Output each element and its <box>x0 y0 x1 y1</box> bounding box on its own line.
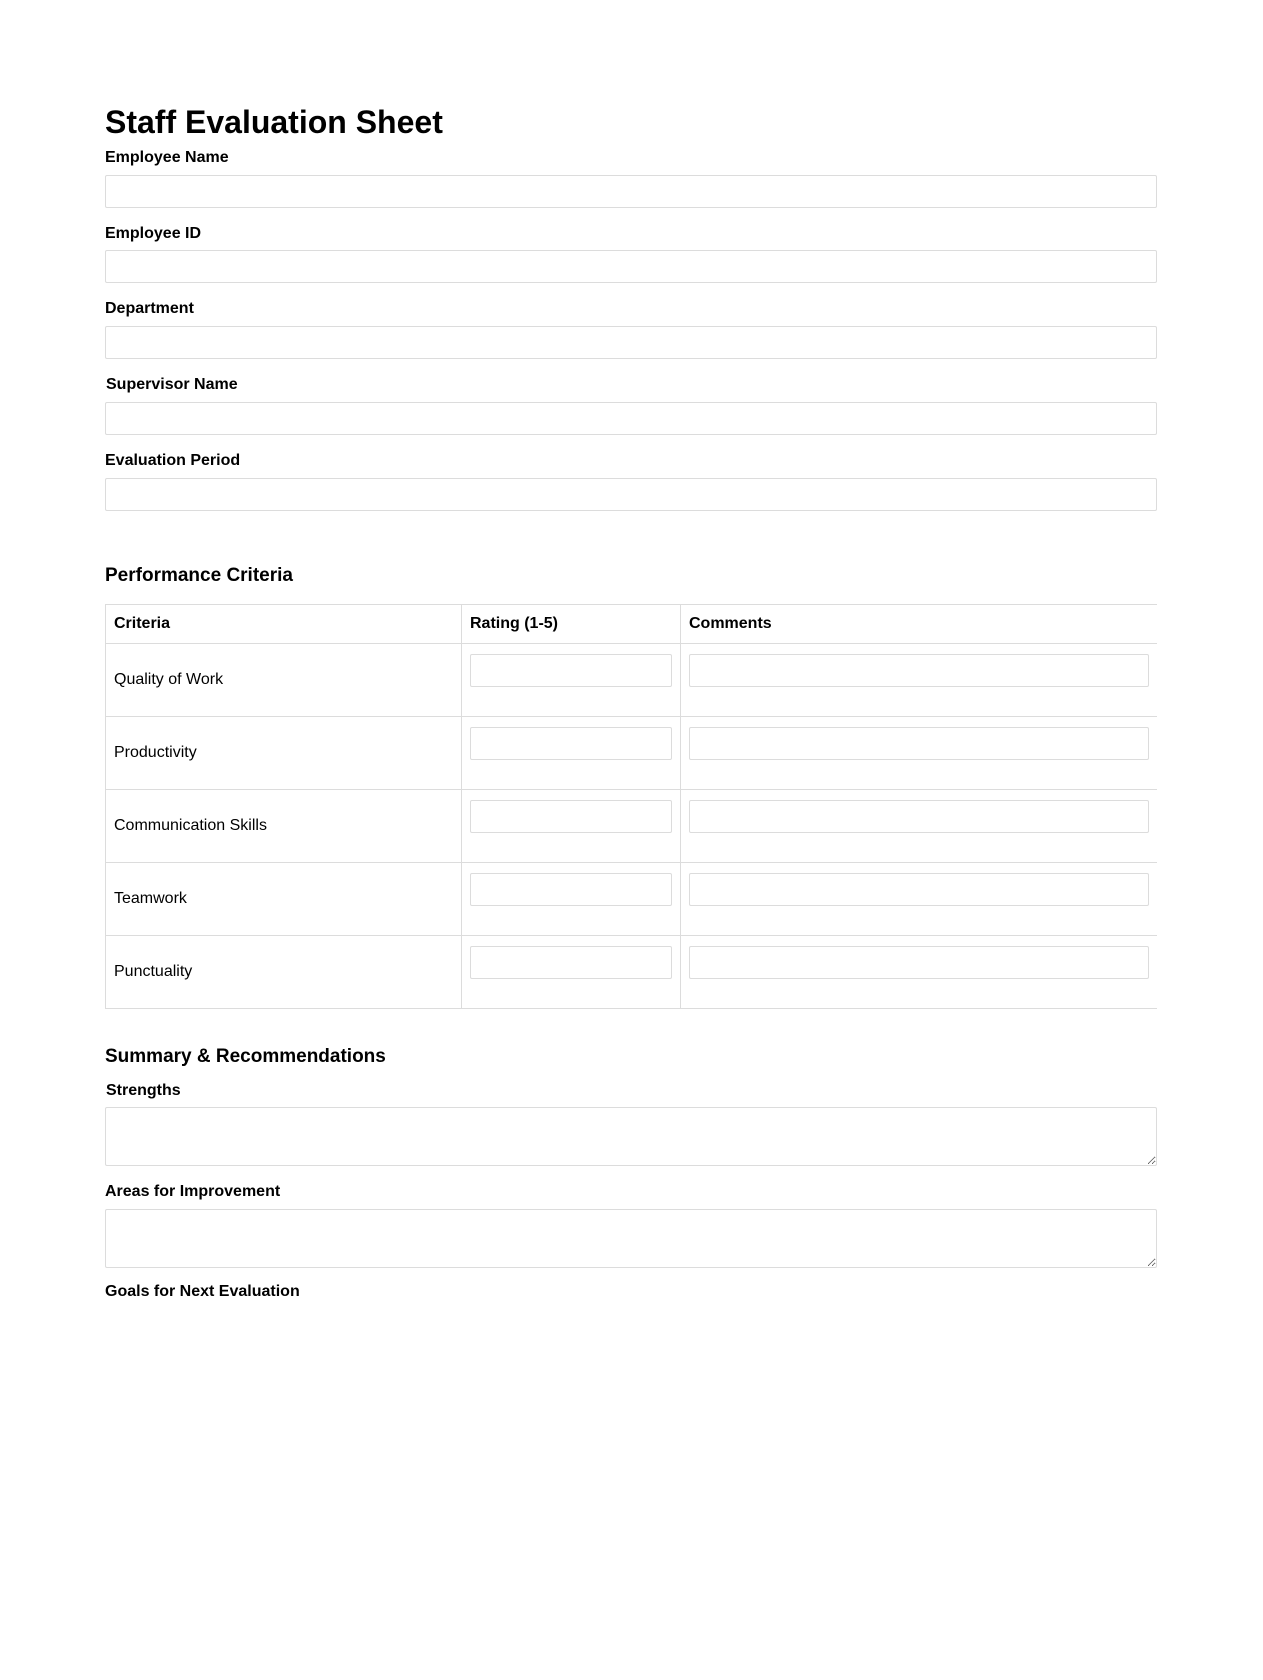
supervisor-name-label: Supervisor Name <box>106 376 238 393</box>
employee-id-input[interactable] <box>105 250 1157 283</box>
column-header-rating: Rating (1-5) <box>462 605 681 644</box>
rating-cell <box>462 644 681 717</box>
evaluation-form <box>105 0 1157 1297</box>
comments-cell <box>681 863 1158 936</box>
comments-input-communication-skills[interactable] <box>689 800 1149 833</box>
comments-cell <box>681 936 1158 1009</box>
page-title: Staff Evaluation Sheet <box>105 104 443 140</box>
performance-criteria-heading: Performance Criteria <box>105 565 293 586</box>
rating-cell <box>462 790 681 863</box>
rating-input-punctuality[interactable] <box>470 946 672 979</box>
rating-input-communication-skills[interactable] <box>470 800 672 833</box>
summary-heading: Summary & Recommendations <box>105 1046 386 1067</box>
rating-cell <box>462 717 681 790</box>
column-header-criteria: Criteria <box>106 605 462 644</box>
areas-for-improvement-label: Areas for Improvement <box>105 1183 281 1200</box>
strengths-label: Strengths <box>106 1082 181 1099</box>
supervisor-name-input[interactable] <box>105 402 1157 435</box>
employee-name-label: Employee Name <box>105 149 229 166</box>
rating-input-teamwork[interactable] <box>470 873 672 906</box>
rating-cell <box>462 936 681 1009</box>
rating-cell <box>462 863 681 936</box>
rating-input-quality-of-work[interactable] <box>470 654 672 687</box>
evaluation-period-label: Evaluation Period <box>105 452 241 469</box>
criteria-name: Communication Skills <box>106 790 462 863</box>
table-row <box>106 936 1158 1009</box>
areas-for-improvement-textarea[interactable] <box>105 1209 1157 1268</box>
table-row <box>106 644 1158 717</box>
comments-cell <box>681 790 1158 863</box>
employee-id-label: Employee ID <box>105 225 202 242</box>
column-header-comments: Comments <box>681 605 1158 644</box>
department-input[interactable] <box>105 326 1157 359</box>
evaluation-period-input[interactable] <box>105 478 1157 511</box>
comments-cell <box>681 717 1158 790</box>
comments-cell <box>681 644 1158 717</box>
strengths-textarea[interactable] <box>105 1107 1157 1166</box>
department-label: Department <box>105 300 194 317</box>
table-row <box>106 863 1158 936</box>
table-row <box>106 717 1158 790</box>
table-header-row <box>106 605 1158 644</box>
comments-input-quality-of-work[interactable] <box>689 654 1149 687</box>
rating-input-productivity[interactable] <box>470 727 672 760</box>
employee-name-input[interactable] <box>105 175 1157 208</box>
table-row <box>106 790 1158 863</box>
criteria-name: Punctuality <box>106 936 462 1009</box>
comments-input-productivity[interactable] <box>689 727 1149 760</box>
performance-criteria-table <box>105 604 1157 1009</box>
criteria-name: Teamwork <box>106 863 462 936</box>
criteria-name: Quality of Work <box>106 644 462 717</box>
goals-for-next-evaluation-label: Goals for Next Evaluation <box>105 1283 300 1297</box>
criteria-name: Productivity <box>106 717 462 790</box>
comments-input-teamwork[interactable] <box>689 873 1149 906</box>
comments-input-punctuality[interactable] <box>689 946 1149 979</box>
